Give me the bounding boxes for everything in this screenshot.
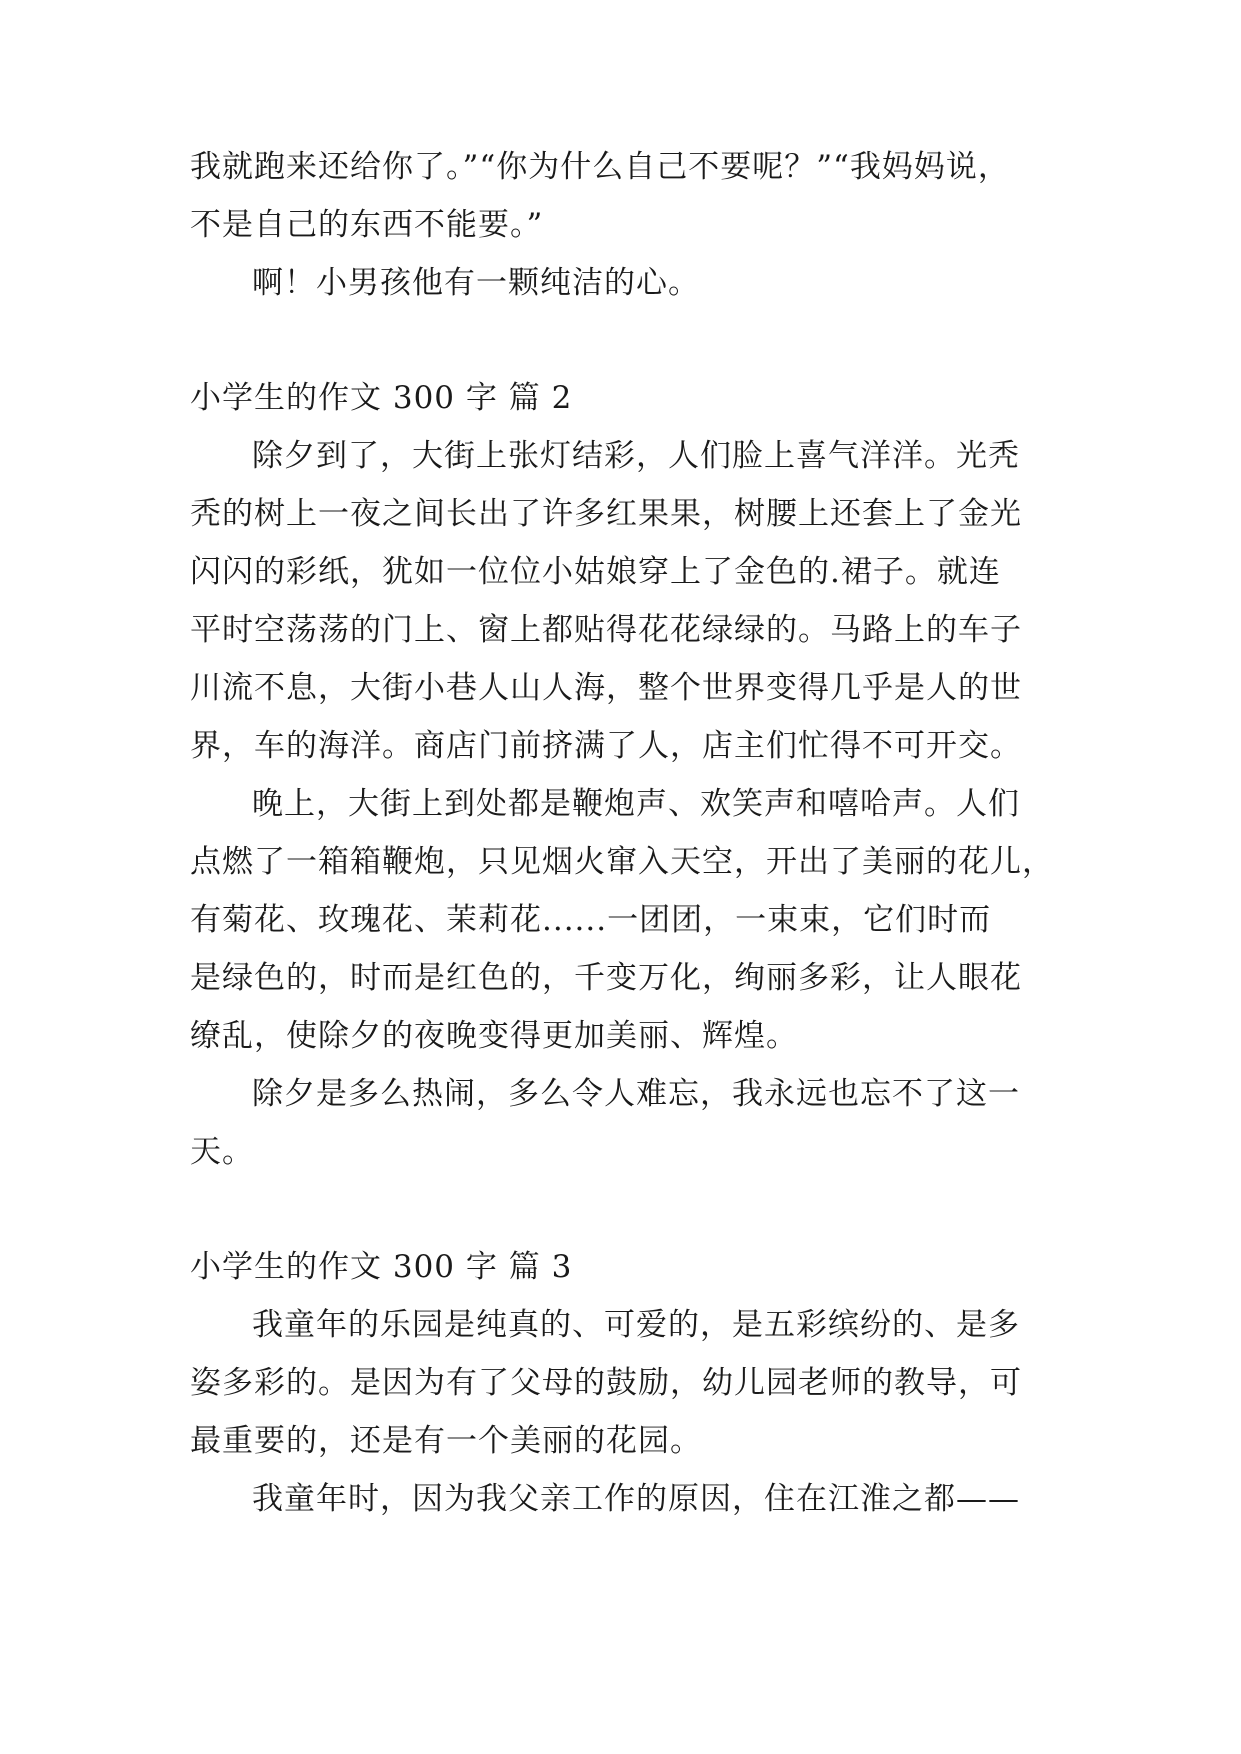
text-line: 点燃了一箱箱鞭炮，只见烟火窜入天空，开出了美丽的花儿， [190,844,1054,880]
section-heading: 小学生的作文 300 字 篇 2 [190,380,573,416]
text-line: 不是自己的东西不能要。” [190,207,544,243]
text-line: 有菊花、玫瑰花、茉莉花......一团团，一束束，它们时而 [190,902,992,938]
text-line: 缭乱，使除夕的夜晚变得更加美丽、辉煌。 [190,1018,798,1054]
text-line: 啊！小男孩他有一颗纯洁的心。 [252,265,700,301]
text-line: 最重要的，还是有一个美丽的花园。 [190,1423,702,1459]
text-line: 秃的树上一夜之间长出了许多红果果，树腰上还套上了金光 [190,496,1022,532]
text-line: 我童年的乐园是纯真的、可爱的，是五彩缤纷的、是多 [252,1307,1020,1343]
text-line: 我就跑来还给你了。”“你为什么自己不要呢？”“我妈妈说， [190,149,1010,185]
text-line: 晚上，大街上到处都是鞭炮声、欢笑声和嘻哈声。人们 [252,786,1020,822]
text-line: 闪闪的彩纸，犹如一位位小姑娘穿上了金色的.裙子。就连 [190,554,1001,590]
text-line: 姿多彩的。是因为有了父母的鼓励，幼儿园老师的教导，可 [190,1365,1022,1401]
text-line: 天。 [190,1134,254,1170]
text-line: 界，车的海洋。商店门前挤满了人，店主们忙得不可开交。 [190,728,1022,764]
text-line: 是绿色的，时而是红色的，千变万化，绚丽多彩，让人眼花 [190,960,1022,996]
text-line: 除夕到了，大街上张灯结彩，人们脸上喜气洋洋。光秃 [252,438,1020,474]
text-line: 我童年时，因为我父亲工作的原因，住在江淮之都—— [252,1481,1020,1517]
text-line: 平时空荡荡的门上、窗上都贴得花花绿绿的。马路上的车子 [190,612,1022,648]
section-heading: 小学生的作文 300 字 篇 3 [190,1249,573,1285]
text-line: 除夕是多么热闹，多么令人难忘，我永远也忘不了这一 [252,1076,1020,1112]
text-line: 川流不息，大街小巷人山人海，整个世界变得几乎是人的世 [190,670,1022,706]
